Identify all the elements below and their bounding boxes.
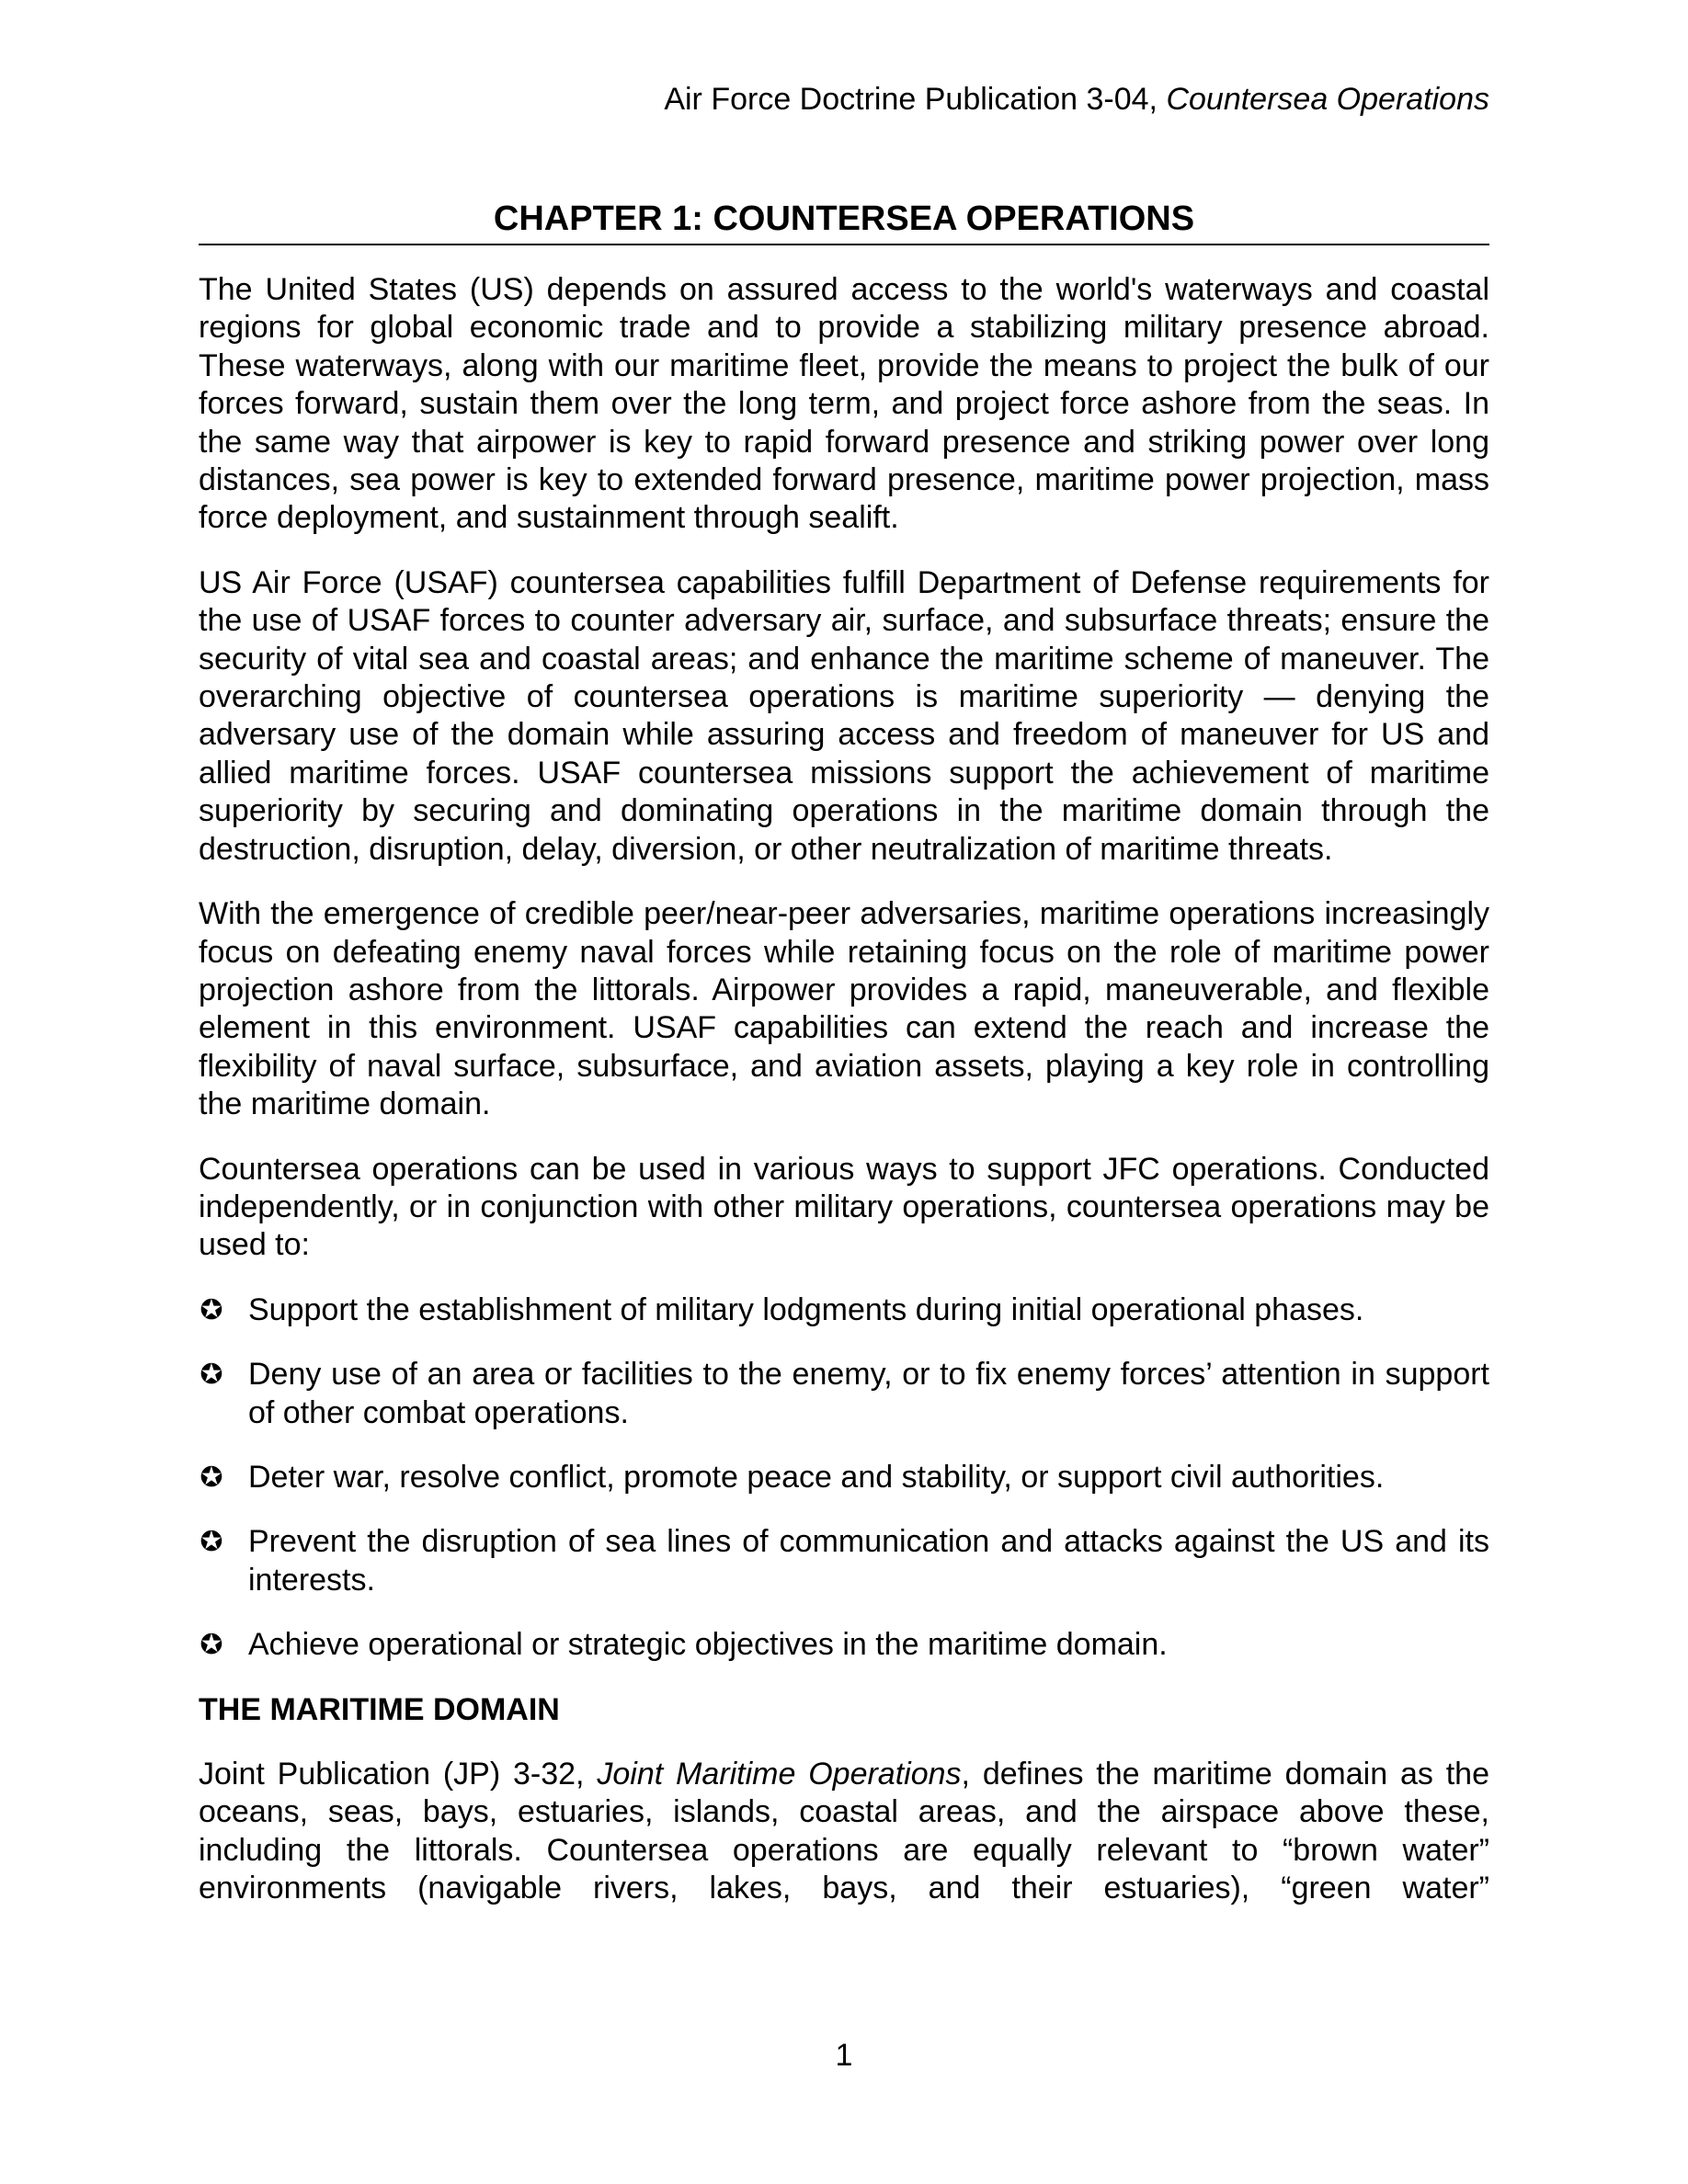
page-number: 1 — [835, 2038, 853, 2073]
chapter-title: CHAPTER 1: COUNTERSEA OPERATIONS — [199, 194, 1489, 245]
running-header — [664, 77, 1489, 121]
jp-title: Joint Maritime Operations — [597, 1757, 962, 1792]
bullet-text: Deny use of an area or facilities to the enemy, or to fix enemy forces’ attention in support of other combat operations. — [248, 1357, 1489, 1430]
paragraph-2: US Air Force (USAF) countersea capabilities fulfill Department of Defense requirements for the use of USAF forces to counter adversary air, surface, and subsurface threats; ensure the security of vital sea and coastal areas; and enhance the maritime scheme of maneuver. The overarching objective of countersea operations is maritime superiority — denying the adversary use of the domain while assuring access and freedom of maneuver for US and allied maritime forces. USAF countersea missions support the achievement of maritime superiority by securing and dominating operations in the maritime domain through the destruction, disruption, delay, diversion, or other neutralization of maritime threats. — [199, 564, 1489, 867]
star-bullet-icon: ✪ — [200, 1359, 223, 1391]
bullet-item — [199, 1626, 1489, 1664]
bullet-text: Support the establishment of military lodgments during initial operational phases. — [248, 1291, 1364, 1327]
paragraph-1: The United States (US) depends on assured access to the world's waterways and coastal regions for global economic trade and to provide a stabilizing military presence abroad. These waterways, along with our maritime fleet, provide the means to project the bulk of our forces forward, sustain them over the long term, and project force ashore from the seas. In the same way that airpower is key to rapid forward presence and striking power over long distances, sea power is key to extended forward presence, maritime power projection, mass force deployment, and sustainment through sealift. — [199, 272, 1489, 536]
paragraph-4: Countersea operations can be used in various ways to support JFC operations. Conducted independently, or in conjunction with other military operations, countersea operations may be used to: — [199, 1151, 1489, 1263]
star-bullet-icon: ✪ — [200, 1294, 223, 1325]
paragraph-3: With the emergence of credible peer/near-peer adversaries, maritime operations increasingly focus on defeating enemy naval forces while retaining focus on the role of maritime power projection ashore from the littorals. Airpower provides a rapid, maneuverable, and flexible element in this environment. USAF capabilities can extend the reach and increase the flexibility of naval surface, subsurface, and aviation assets, playing a key role in controlling the maritime domain. — [199, 896, 1489, 1122]
document-page — [199, 0, 1489, 2184]
body-text — [199, 271, 1489, 1935]
header-publication: Air Force Doctrine Publication 3-04, — [664, 82, 1167, 117]
star-bullet-icon: ✪ — [200, 1462, 223, 1493]
paragraph-maritime-domain — [199, 1756, 1489, 1908]
bullet-item — [199, 1459, 1489, 1496]
final-paragraph-lead: Joint Publication (JP) 3-32, — [199, 1757, 598, 1792]
section-heading: THE MARITIME DOMAIN — [199, 1691, 560, 1727]
bullet-item — [199, 1523, 1489, 1599]
bullet-text: Deter war, resolve conflict, promote peace and stability, or support civil authorities. — [248, 1459, 1385, 1495]
bullet-text: Achieve operational or strategic objectives in the maritime domain. — [248, 1627, 1168, 1663]
star-bullet-icon: ✪ — [200, 1630, 223, 1661]
bullet-item — [199, 1291, 1489, 1329]
bullet-item — [199, 1356, 1489, 1432]
header-publication-title: Countersea Operations — [1166, 82, 1489, 117]
final-paragraph-rest: , defines the maritime domain as the oceans, seas, bays, estuaries, islands, coastal areas, and the airspace above these, including the littorals. Countersea operations are equally relevant to “brown water” environments (navigable rivers, lakes, bays, and their estuaries), “green water” — [199, 1757, 1489, 1906]
bullet-text: Prevent the disruption of sea lines of communication and attacks against the US and its interests. — [248, 1524, 1489, 1598]
bullet-list — [199, 1291, 1489, 1665]
star-bullet-icon: ✪ — [200, 1527, 223, 1558]
